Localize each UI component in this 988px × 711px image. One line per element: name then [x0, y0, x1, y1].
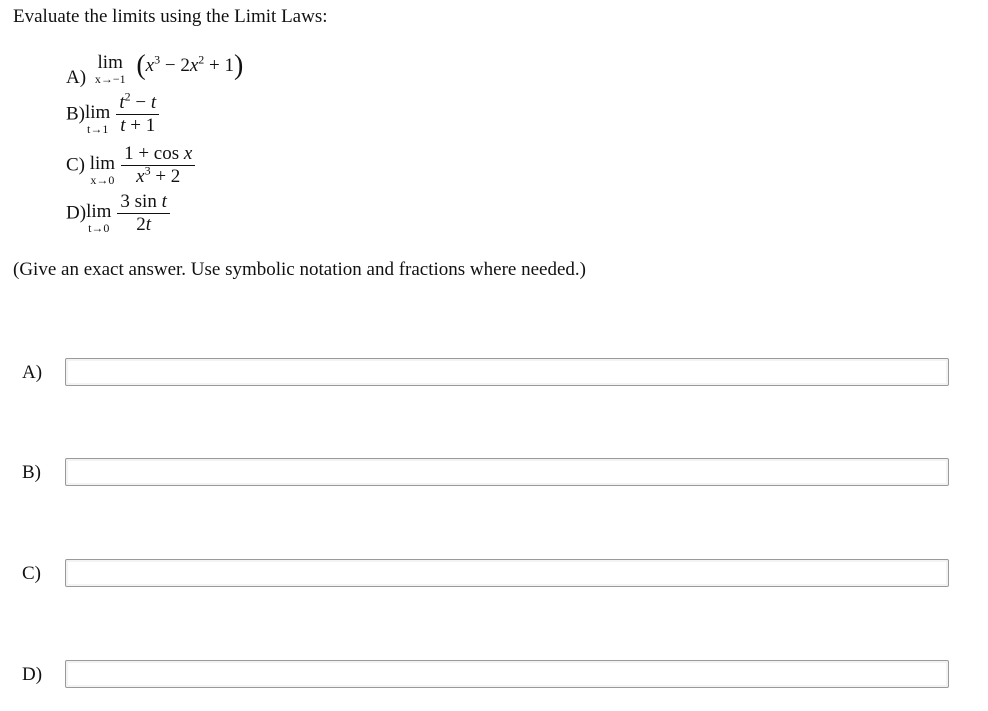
answer-label-d: D) — [22, 664, 43, 685]
problem-d-label: D) — [66, 202, 87, 224]
problem-a-label: A) — [66, 67, 87, 88]
fraction-d: $\frac{\text{3 sin t}}{2t}$ — [117, 191, 169, 236]
problem-c — [66, 143, 195, 188]
limit-operator: lim x→0 — [89, 152, 116, 187]
limit-operator: lim t→1 — [85, 101, 111, 136]
problem-b-label: B) — [66, 103, 85, 125]
answer-label-c: C) — [22, 563, 41, 584]
answer-label-b: B) — [22, 462, 41, 483]
instruction-text: Evaluate the limits using the Limit Laws: — [13, 6, 328, 27]
answer-input-d[interactable] — [65, 660, 949, 688]
fraction-c: $\frac{\text{1 + cos x}}{x^3 + 2}$ — [121, 143, 195, 188]
limit-operator: lim t→0 — [86, 200, 112, 235]
problem-c-label: C) — [66, 154, 85, 176]
answer-input-c[interactable] — [65, 559, 949, 587]
answer-label-a: A) — [22, 362, 43, 383]
problem-d — [66, 191, 170, 236]
expression-a: $(x^3 - 2x^2 + 1)$ — [136, 50, 244, 81]
problem-a — [66, 50, 243, 89]
answer-input-b[interactable] — [65, 458, 949, 486]
fraction-b: $\frac{t^2 - t}{t + 1}$ — [116, 92, 159, 137]
problem-b — [66, 89, 159, 137]
answer-format-note: (Give an exact answer. Use symbolic notation and fractions where needed.) — [13, 259, 586, 280]
limit-operator: lim x→−1 — [94, 52, 126, 86]
answer-input-a[interactable] — [65, 358, 949, 386]
